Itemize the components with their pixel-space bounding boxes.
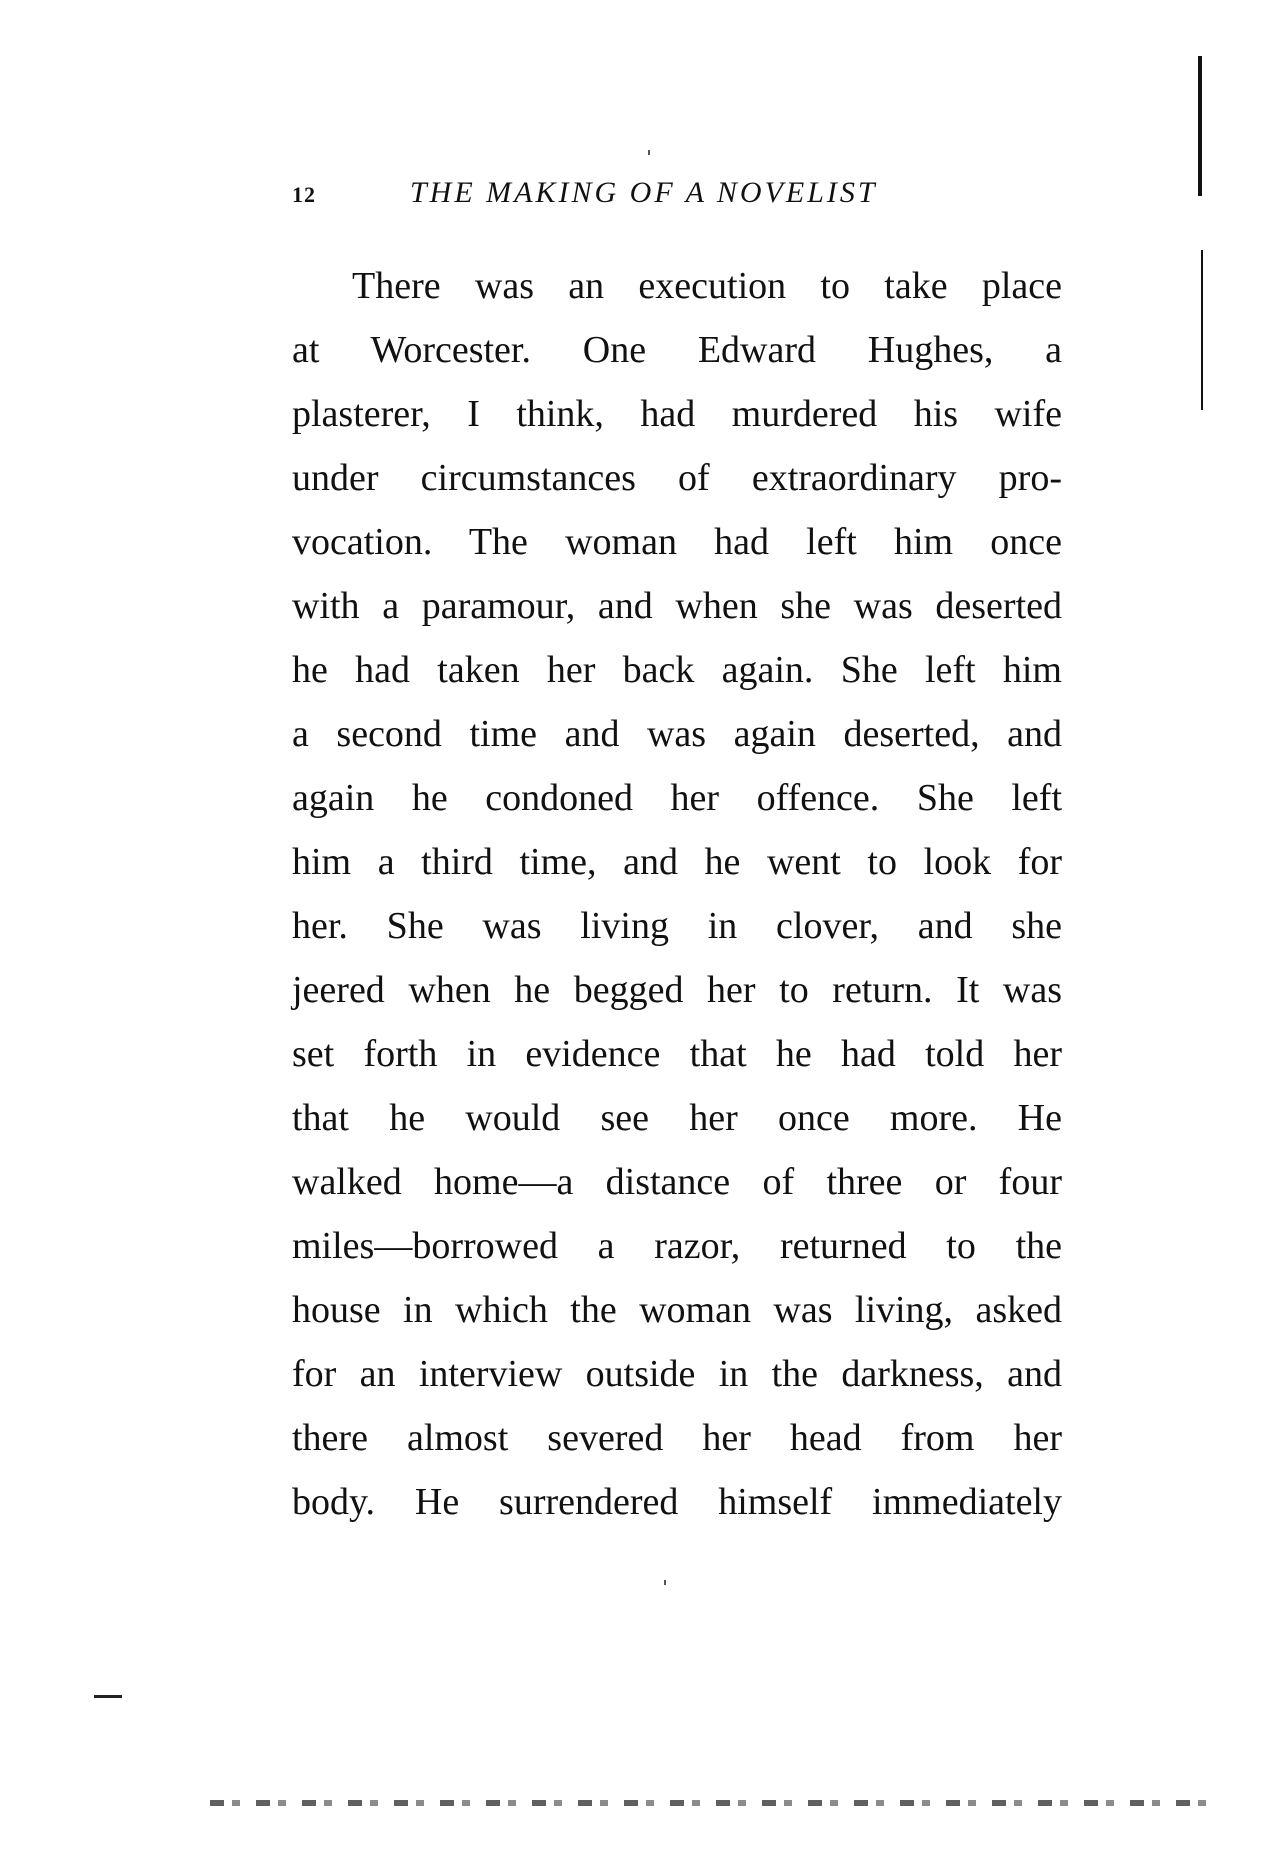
text-line: walked home—a distance of three or four <box>292 1161 1062 1203</box>
running-head: THE MAKING OF A NOVELIST <box>410 176 878 209</box>
text-line: him a third time, and he went to look for <box>292 841 1062 883</box>
text-line: house in which the woman was living, asked <box>292 1289 1062 1331</box>
text-line: at Worcester. One Edward Hughes, a <box>292 329 1062 371</box>
text-line: vocation. The woman had left him once <box>292 521 1062 563</box>
text-line: set forth in evidence that he had told her <box>292 1033 1062 1075</box>
text-line: there almost severed her head from her <box>292 1417 1062 1459</box>
scan-mark <box>94 1695 122 1698</box>
text-line: that he would see her once more. He <box>292 1097 1062 1139</box>
page-header <box>292 176 1072 216</box>
text-line: jeered when he begged her to return. It was <box>292 969 1062 1011</box>
body-text <box>292 254 1062 1534</box>
text-line: a second time and was again deserted, and <box>292 713 1062 755</box>
text-line: for an interview outside in the darkness, and <box>292 1353 1062 1395</box>
margin-rule <box>1201 250 1203 410</box>
scan-speck <box>664 1580 666 1585</box>
scan-speck <box>648 150 650 155</box>
text-line: body. He surrendered himself immediately <box>292 1481 1062 1523</box>
margin-rule <box>1198 56 1202 196</box>
text-line: plasterer, I think, had murdered his wife <box>292 393 1062 435</box>
text-line: under circumstances of extraordinary pro- <box>292 457 1062 499</box>
text-line: her. She was living in clover, and she <box>292 905 1062 947</box>
text-line: again he condoned her offence. She left <box>292 777 1062 819</box>
text-line: with a paramour, and when she was deserted <box>292 585 1062 627</box>
page-number: 12 <box>292 182 316 207</box>
scan-edge-noise <box>210 1800 1210 1806</box>
text-line: he had taken her back again. She left him <box>292 649 1062 691</box>
text-line: There was an execution to take place <box>352 265 1062 307</box>
text-line: miles—borrowed a razor, returned to the <box>292 1225 1062 1267</box>
